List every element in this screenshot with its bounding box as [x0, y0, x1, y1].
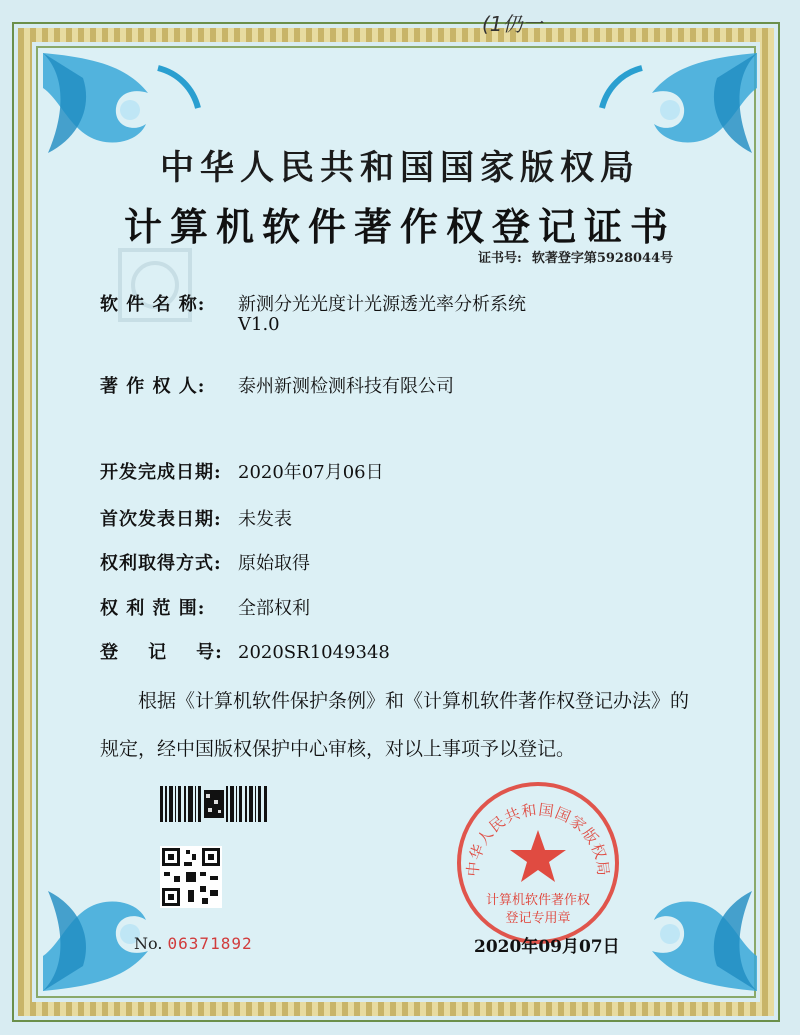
- field-rights-scope: [100, 594, 310, 620]
- field-label: 登 记 号:: [100, 642, 223, 663]
- certificate-title: 计算机软件著作权登记证书: [123, 204, 676, 249]
- field-value-version: V1.0: [238, 314, 280, 335]
- field-publication-date: [100, 505, 292, 531]
- field-software-version: [100, 314, 280, 335]
- field-software-name: [100, 290, 526, 316]
- statement-line-2: 规定，经中国版权保护中心审核，对以上事项予以登记。: [100, 738, 576, 760]
- field-value: 未发表: [238, 509, 292, 530]
- barcode-icon: [160, 786, 268, 822]
- field-rights-acquisition: [100, 549, 310, 575]
- field-label: 首次发表日期:: [100, 509, 222, 530]
- seal-line-1: 计算机软件著作权: [485, 893, 591, 908]
- serial-number: [134, 934, 253, 953]
- field-completion-date: [100, 458, 384, 484]
- field-label: 软 件 名 称:: [100, 294, 206, 315]
- certificate-number-label: 证书号:: [478, 251, 522, 266]
- field-value: 泰州新测检测科技有限公司: [238, 376, 454, 397]
- certificate-number-value: 软著登字第5928044号: [531, 251, 674, 266]
- seal-line-2: 登记专用章: [505, 911, 571, 926]
- field-value: 全部权利: [238, 598, 310, 619]
- issue-date: 2020年09月07日: [474, 937, 620, 957]
- issuing-authority: 中华人民共和国国家版权局: [160, 148, 640, 188]
- qr-code-icon: [160, 846, 222, 908]
- field-label: 权 利 范 围:: [100, 598, 206, 619]
- seal-star-icon: [510, 830, 566, 882]
- certificate-number: [478, 247, 683, 266]
- field-label: 著 作 权 人:: [100, 376, 206, 397]
- field-registration-number: [100, 638, 390, 664]
- field-value: 原始取得: [238, 553, 310, 574]
- field-value: 2020年07月06日: [238, 462, 384, 483]
- seal-ring-text: 中华人民共和国国家版权局: [463, 800, 613, 878]
- handwritten-note: (1仍一: [482, 12, 543, 36]
- statement-line-1: 根据《计算机软件保护条例》和《计算机软件著作权登记办法》的: [138, 690, 690, 712]
- serial-prefix: No.: [134, 934, 163, 953]
- field-value: 新测分光光度计光源透光率分析系统: [238, 294, 526, 315]
- field-copyright-owner: [100, 372, 454, 398]
- serial-value: 06371892: [167, 934, 253, 953]
- field-label: 权利取得方式:: [100, 553, 222, 574]
- field-value: 2020SR1049348: [238, 642, 390, 663]
- official-seal-stamp: [455, 780, 621, 946]
- field-label: 开发完成日期:: [100, 462, 222, 483]
